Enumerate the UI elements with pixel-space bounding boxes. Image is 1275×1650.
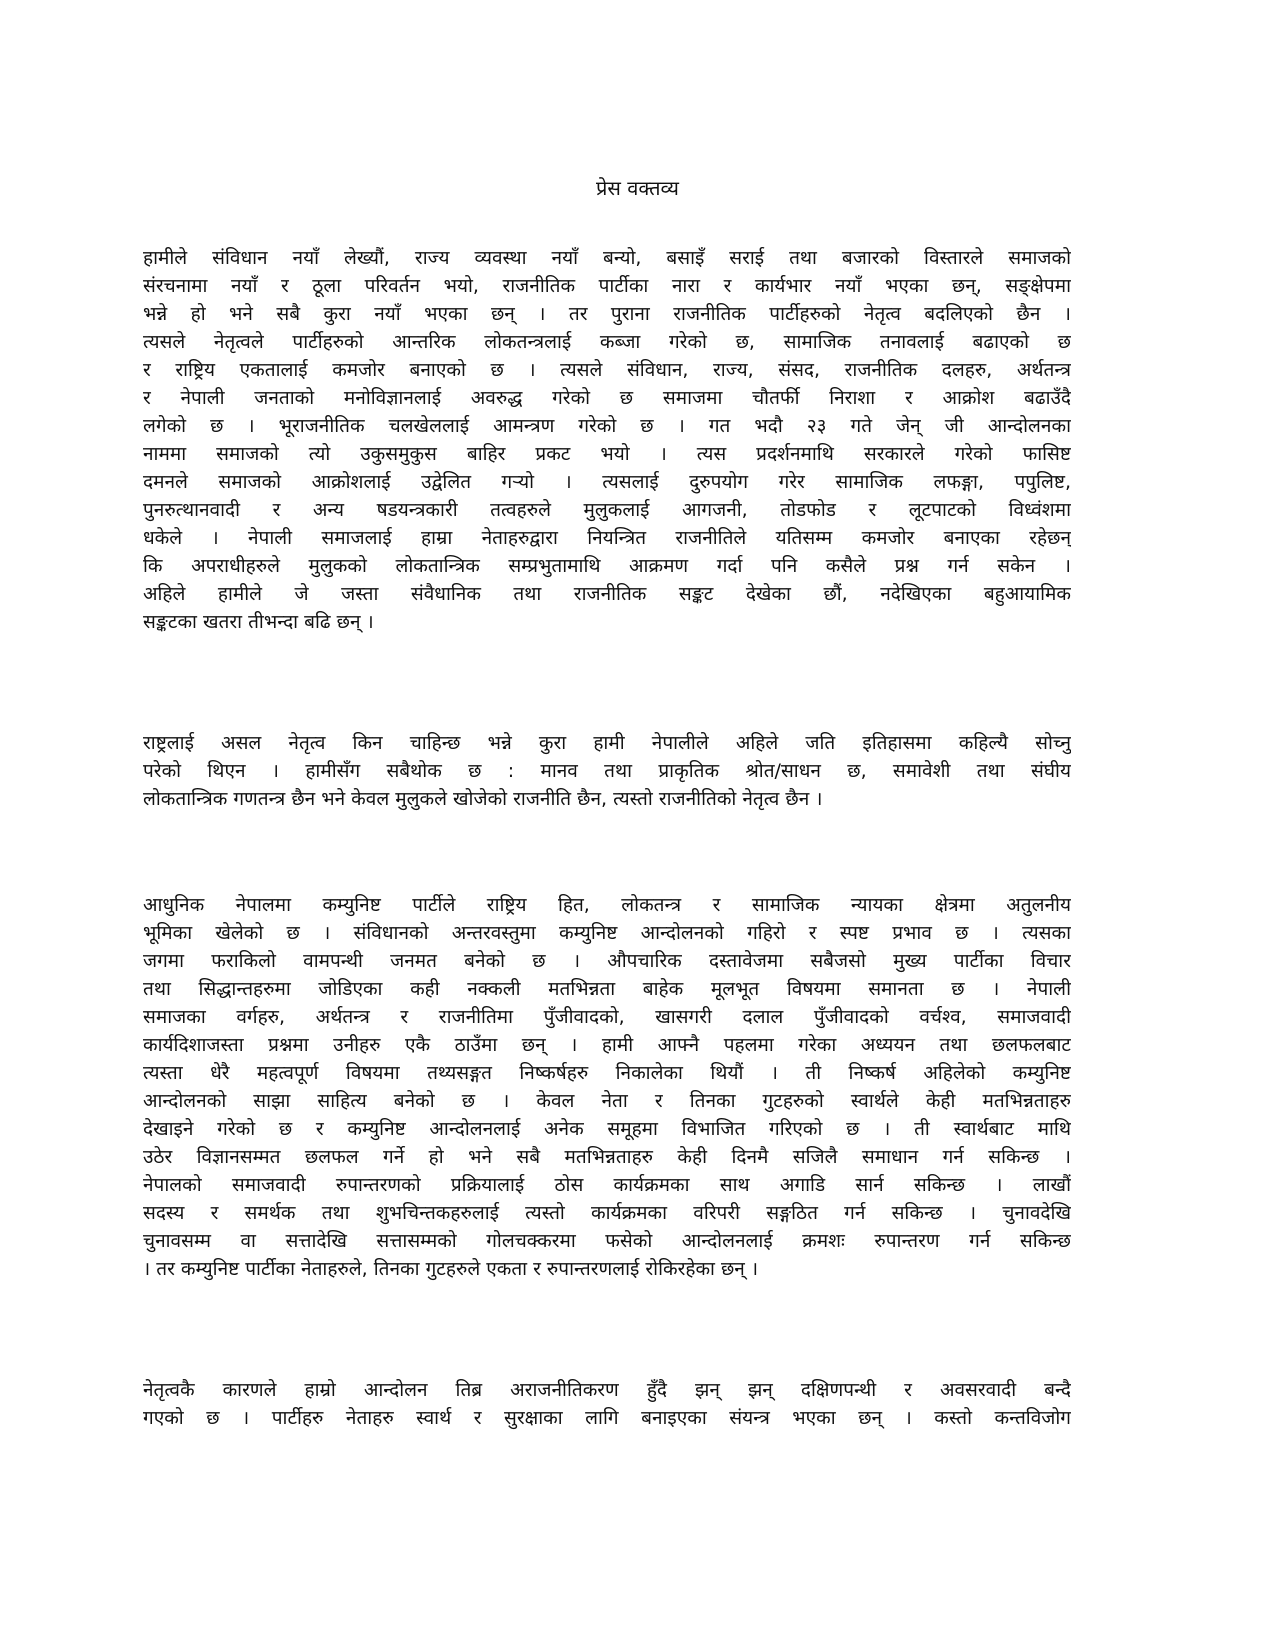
text-line: हामीले संविधान नयाँ लेख्यौं, राज्य व्यवस्था नयाँ बन्यो, बसाइँ सराई तथा बजारको विस्तारले समाजको <box>143 247 1071 269</box>
text-line: र राष्ट्रिय एकतालाई कमजोर बनाएको छ । त्यसले संविधान, राज्य, संसद, राजनीतिक दलहरु, अर्थतन्त्र <box>143 359 1071 381</box>
document-title: प्रेस वक्तव्य <box>596 176 679 200</box>
text-line: कि अपराधीहरुले मुलुकको लोकतान्त्रिक सम्प्रभुतामाथि आक्रमण गर्दा पनि कसैले प्रश्न गर्न सकेन । <box>143 555 1071 577</box>
text-line: लोकतान्त्रिक गणतन्त्र छैन भने केवल मुलुकले खोजेको राजनीति छैन, त्यस्तो राजनीतिको नेतृत्व छैन । <box>143 788 823 810</box>
text-line: गएको छ । पार्टीहरु नेताहरु स्वार्थ र सुरक्षाका लागि बनाइएका संयन्त्र भएका छन् । कस्तो कन्तविजोग <box>143 1407 1071 1429</box>
text-line: राष्ट्रलाई असल नेतृत्व किन चाहिन्छ भन्ने कुरा हामी नेपालीले अहिले जति इतिहासमा कहिल्यै सोच्नु <box>143 732 1071 754</box>
text-line: नेपालको समाजवादी रुपान्तरणको प्रक्रियालाई ठोस कार्यक्रमका साथ अगाडि सार्न सकिन्छ । लाखौं <box>143 1174 1071 1196</box>
text-line: भूमिका खेलेको छ । संविधानको अन्तरवस्तुमा कम्युनिष्ट आन्दोलनको गहिरो र स्पष्ट प्रभाव छ । त्यसका <box>143 922 1071 944</box>
text-line: लगेको छ । भूराजनीतिक चलखेललाई आमन्त्रण गरेको छ । गत भदौ २३ गते जेन् जी आन्दोलनका <box>143 415 1071 437</box>
text-line: कार्यदिशाजस्ता प्रश्नमा उनीहरु एकै ठाउँमा छन् । हामी आफ्नै पहलमा गरेका अध्ययन तथा छलफलबाट <box>143 1034 1071 1056</box>
text-line: भन्ने हो भने सबै कुरा नयाँ भएका छन् । तर पुराना राजनीतिक पार्टीहरुको नेतृत्व बदलिएको छैन । <box>143 303 1071 325</box>
text-line: अहिले हामीले जे जस्ता संवैधानिक तथा राजनीतिक सङ्कट देखेका छौं, नदेखिएका बहुआयामिक <box>143 583 1071 605</box>
text-line: जगमा फराकिलो वामपन्थी जनमत बनेको छ । औपचारिक दस्तावेजमा सबैजसो मुख्य पार्टीका विचार <box>143 950 1071 972</box>
text-line: आन्दोलनको साझा साहित्य बनेको छ । केवल नेता र तिनका गुटहरुको स्वार्थले केही मतभिन्नताहरु <box>143 1090 1071 1112</box>
text-line: सङ्कटका खतरा तीभन्दा बढि छन् । <box>143 611 374 633</box>
paragraph-1 <box>143 244 1071 636</box>
text-line: त्यस्ता धेरै महत्वपूर्ण विषयमा तथ्यसङ्गत निष्कर्षहरु निकालेका थियौं । ती निष्कर्ष अहिलेको कम्युनिष्ट <box>143 1062 1071 1084</box>
text-line: नेतृत्वकै कारणले हाम्रो आन्दोलन तिब्र अराजनीतिकरण हुँदै झन् झन् दक्षिणपन्थी र अवसरवादी बन्दै <box>143 1379 1071 1401</box>
paragraph-3 <box>143 891 1071 1283</box>
text-line: धकेले । नेपाली समाजलाई हाम्रा नेताहरुद्वारा नियन्त्रित राजनीतिले यतिसम्म कमजोर बनाएका रहेछन् <box>143 527 1071 549</box>
text-line: पुनरुत्थानवादी र अन्य षडयन्त्रकारी तत्वहरुले मुलुकलाई आगजनी, तोडफोड र लूटपाटको विध्वंशमा <box>143 499 1071 521</box>
text-line: संरचनामा नयाँ र ठूला परिवर्तन भयो, राजनीतिक पार्टीका नारा र कार्यभार नयाँ भएका छन्, सङ्क्षेपमा <box>143 275 1071 297</box>
text-line: नाममा समाजको त्यो उकुसमुकुस बाहिर प्रकट भयो । त्यस प्रदर्शनमाथि सरकारले गरेको फासिष्ट <box>143 443 1071 465</box>
text-line: र नेपाली जनताको मनोविज्ञानलाई अवरुद्ध गरेको छ समाजमा चौतर्फी निराशा र आक्रोश बढाउँदै <box>143 387 1071 409</box>
text-line: तथा सिद्धान्तहरुमा जोडिएका कही नक्कली मतभिन्नता बाहेक मूलभूत विषयमा समानता छ । नेपाली <box>143 978 1071 1000</box>
text-line: आधुनिक नेपालमा कम्युनिष्ट पार्टीले राष्ट्रिय हित, लोकतन्त्र र सामाजिक न्यायका क्षेत्रमा अतुलनीय <box>143 894 1071 916</box>
text-line: उठेर विज्ञानसम्मत छलफल गर्ने हो भने सबै मतभिन्नताहरु केही दिनमै सजिलै समाधान गर्न सकिन्छ । <box>143 1146 1071 1168</box>
text-line: । तर कम्युनिष्ट पार्टीका नेताहरुले, तिनका गुटहरुले एकता र रुपान्तरणलाई रोकिरहेका छन् । <box>143 1258 759 1280</box>
paragraph-4 <box>143 1376 1071 1432</box>
text-line: समाजका वर्गहरु, अर्थतन्त्र र राजनीतिमा पुँजीवादको, खासगरी दलाल पुँजीवादको वर्चश्व, समाजवादी <box>143 1006 1071 1028</box>
text-line: चुनावसम्म वा सत्तादेखि सत्तासम्मको गोलचक्करमा फसेको आन्दोलनलाई क्रमशः रुपान्तरण गर्न सकिन्छ <box>143 1230 1071 1252</box>
text-line: देखाइने गरेको छ र कम्युनिष्ट आन्दोलनलाई अनेक समूहमा विभाजित गरिएको छ । ती स्वार्थबाट माथि <box>143 1118 1071 1140</box>
text-line: सदस्य र समर्थक तथा शुभचिन्तकहरुलाई त्यस्तो कार्यक्रमका वरिपरी सङ्गठित गर्न सकिन्छ । चुनावदेखि <box>143 1202 1071 1224</box>
text-line: परेको थिएन । हामीसँग सबैथोक छ : मानव तथा प्राकृतिक श्रोत/साधन छ, समावेशी तथा संघीय <box>143 760 1071 782</box>
text-line: दमनले समाजको आक्रोशलाई उद्वेलित गऱ्यो । त्यसलाई दुरुपयोग गरेर सामाजिक लफङ्गा, पपुलिष्ट, <box>143 471 1071 493</box>
text-line: त्यसले नेतृत्वले पार्टीहरुको आन्तरिक लोकतन्त्रलाई कब्जा गरेको छ, सामाजिक तनावलाई बढाएको छ <box>143 331 1071 353</box>
paragraph-2 <box>143 729 1071 813</box>
